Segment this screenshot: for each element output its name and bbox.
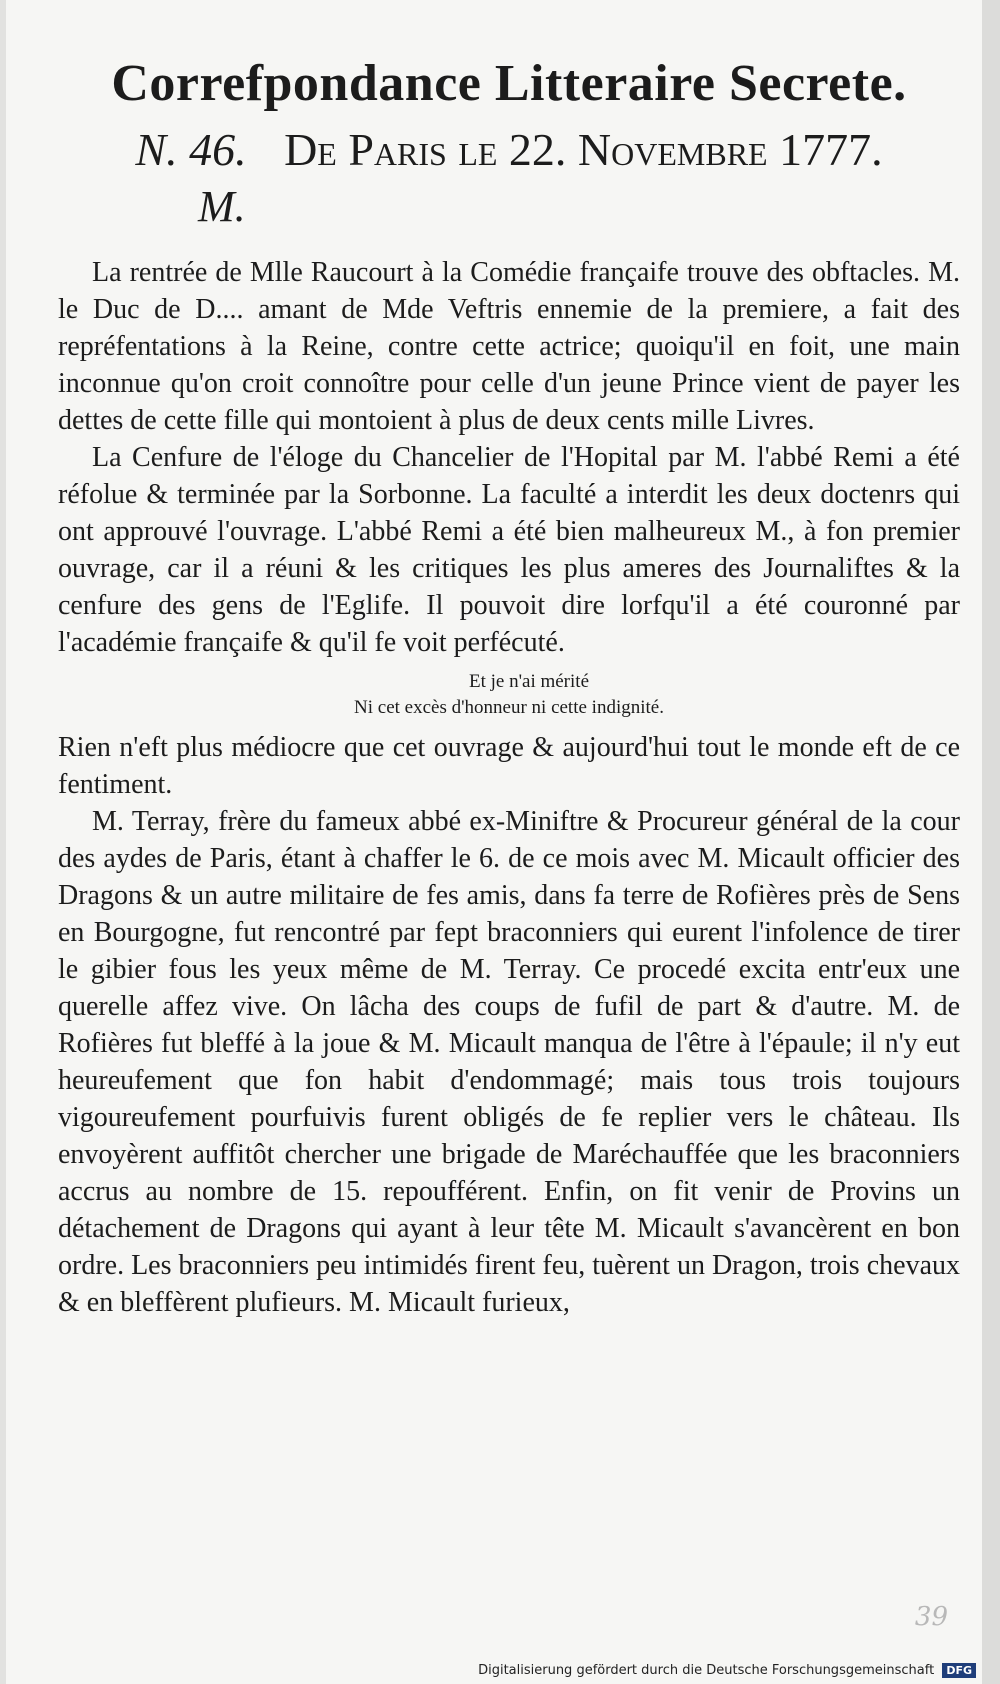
salutation: M. xyxy=(198,182,246,231)
verse-line-2: Ni cet excès d'honneur ni cette indignité. xyxy=(354,697,664,718)
credit-text: Digitalisierung gefördert durch die Deutsche Forschungsgemeinschaft xyxy=(478,1663,935,1678)
verse-line-1: Et je n'ai mérité xyxy=(468,671,589,692)
dfg-logo: DFG xyxy=(942,1663,976,1678)
paragraph-after-verse: Rien n'eft plus médiocre que cet ouvrage & aujourd'hui tout le monde eft de ce fentiment. xyxy=(58,732,960,800)
place-date: De Paris le 22. Novembre 1777. xyxy=(284,124,883,175)
paragraph-censure: La Cenfure de l'éloge du Chancelier de l'Hopital par M. l'abbé Remi a été réfolue & terminée par la Sorbonne. La faculté a interdit les deux doctenrs qui ont approuvé l'ouvrage. L'abbé Remi a été bien malheureux M., à fon premier ouvrage, car il a réuni & les critiques les plus ameres des Journaliftes & la cenfure des gens de l'Eglife. Il pouvoit dire lorfqu'il a été couronné par l'académie françaife & qu'il fe voit perfécuté. xyxy=(58,442,960,658)
document-title: Correfpondance Litteraire Secrete. xyxy=(111,55,907,112)
page-edge-left xyxy=(0,0,6,1684)
issue-number: N. 46. xyxy=(135,124,247,175)
document-body xyxy=(58,52,960,1321)
digitization-credit xyxy=(478,1663,976,1678)
dateline xyxy=(58,122,960,178)
paragraph-raucourt: La rentrée de Mlle Raucourt à la Comédie françaife trouve des obftacles. M. le Duc de D.... amant de Mde Veftris ennemie de la premiere, a fait des repréfentations à la Reine, contre cette actrice; quoiqu'il en foit, une main inconnue qu'on croit connoître pour celle d'un jeune Prince vient de payer les dettes de cette fille qui montoient à plus de deux cents mille Livres. xyxy=(58,257,960,436)
verse-quote xyxy=(58,669,960,721)
paragraph-terray: M. Terray, frère du fameux abbé ex-Miniftre & Procureur général de la cour des aydes de Paris, étant à chaffer le 6. de ce mois avec M. Micault officier des Dragons & un autre militaire de fes amis, dans fa terre de Rofières près de Sens en Bourgogne, fut rencontré par fept braconniers qui eurent l'infolence de tirer le gibier fous les yeux même de M. Terray. Ce procedé excita entr'eux une querelle affez vive. On lâcha des coups de fufil de part & d'autre. M. de Rofières fut bleffé à la joue & M. Micault manqua de l'être à l'épaule; il n'y eut heureufement que fon habit d'endommagé; mais tous trois toujours vigoureufement pourfuivis furent obligés de fe replier vers le château. Ils envoyèrent auffitôt chercher une brigade de Maréchauffée que les braconniers accrus au nombre de 15. repoufférent. Enfin, on fit venir de Provins un détachement de Dragons qui ayant à leur tête M. Micault s'avancèrent en bon ordre. Les braconniers peu intimidés firent feu, tuèrent un Dragon, trois chevaux & en bleffèrent plufieurs. M. Micault furieux, xyxy=(58,806,960,1318)
page-edge-right xyxy=(982,0,1000,1684)
body-text xyxy=(58,254,960,1321)
pencil-page-number: 39 xyxy=(914,1602,948,1632)
